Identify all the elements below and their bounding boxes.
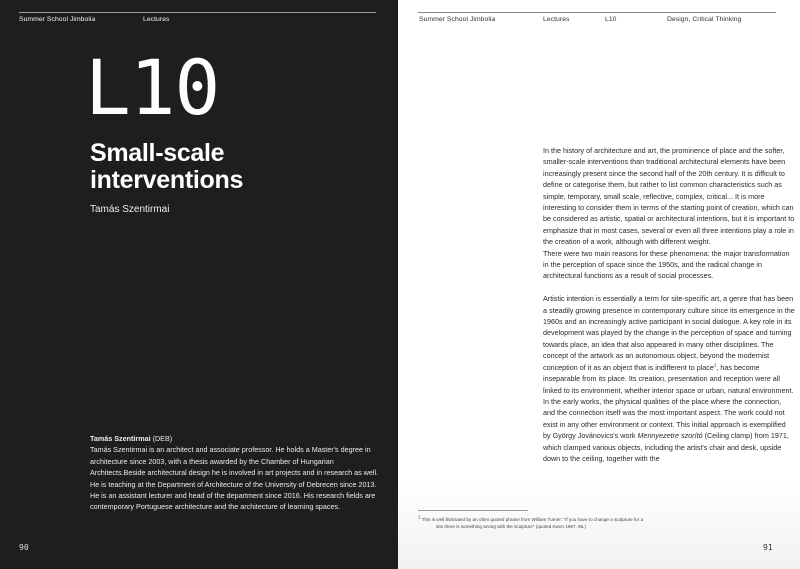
- paragraph-3-text-c: (Ceiling clamp) from 1971, which clamped various objects, including the artist's chair and desk, upside down to the ceiling, together with the: [543, 431, 789, 463]
- paragraph-3: [543, 293, 795, 464]
- page-number-left: 90: [19, 543, 29, 552]
- article-body: [543, 145, 795, 476]
- bio-text: Tamás Szentirmai is an architect and associate professor. He holds a Master's degree in architecture since 2003, with a thesis awarded by the Chamber of Hungarian Architects.Beside architectural design he is involved in art projects and in research as well. He is teaching at the Department of Architecture of the University of Debrecen since 2013. He is an assistant lecturer and head of the department since 2016. His research fields are contemporary Portuguese architecture and the architecture of learning spaces.: [90, 445, 379, 512]
- running-header-series: Summer School Jimbolia: [419, 16, 496, 23]
- footnote-reference[interactable]: 1: [713, 362, 717, 368]
- running-header-section: Lectures: [143, 16, 170, 23]
- paragraph-1: [543, 145, 795, 282]
- author-name: Tamás Szentirmai: [90, 204, 170, 215]
- lecture-title: [90, 140, 243, 194]
- paragraph-2-text: There were two main reasons for these phenomena: the major transformation in the perception of space since the 1950s, and the radical change in architectural functions as a result of social processes.: [543, 248, 790, 281]
- author-bio: [90, 433, 380, 513]
- footnote-line-2: site there is something wrong with the sculpture" (quoted Kwon 1997, 85.): [436, 524, 586, 529]
- artwork-title: Mennyezetre szorító: [637, 431, 703, 441]
- paragraph-3-text-b: , has become inseparable from its place. Its creation, presentation and reception were all linked to its environment, whether interior space or urban, natural environment. In the early works, the physical qualities of the place where the connection, and the connection itself was the most important aspect. The work could not exist in any other environment or context. This initial approach is exemplified by György Jovánovics's work: [543, 362, 794, 441]
- bio-affiliation: (DEB): [150, 434, 173, 443]
- footnote-rule: [418, 510, 528, 511]
- running-header-series: Summer School Jimbolia: [19, 16, 96, 23]
- running-header-topic: Design, Critical Thinking: [667, 16, 742, 23]
- footnote-line-1: This is well illustrated by an often quoted phrase from William Turner: "If you have to change a sculpture for a: [421, 517, 644, 522]
- right-page: [398, 0, 800, 569]
- title-line-2: interventions: [90, 166, 244, 194]
- header-rule: [418, 12, 776, 13]
- footnote: [418, 516, 748, 530]
- left-page: [0, 0, 398, 569]
- bio-name: Tamás Szentirmai: [90, 434, 151, 443]
- title-line-1: Small-scale: [90, 139, 225, 167]
- header-rule: [19, 12, 376, 13]
- paragraph-3-text-a: Artistic intention is essentially a term for site-specific art, a genre that has been a steadily growing presence in contemporary culture since its emergence in the 1960s and an increasingly active participant in social dialogue. A key role in its development was played by the change in the perception of space and turning towards place, an idea that also appeared in many other disciplines. The concept of the artwork as an autonomous object, beyond the modernist conception of it as an object that is indifferent to place: [543, 294, 795, 372]
- running-header-section: Lectures: [543, 16, 570, 23]
- running-header-code: L10: [605, 16, 617, 23]
- page-number-right: 91: [763, 543, 773, 552]
- footnote-number: 1: [418, 514, 421, 520]
- lecture-code: L10: [85, 43, 220, 132]
- paragraph-1-text: In the history of architecture and art, the prominence of place and the softer, smaller-scale interventions than traditional architectural elements have been increasingly present since the second half of the 20th century. It is difficult to define or categorise them, but rather to list common characteristics such as simple, temporary, small scale, reflective, complex, critical... It is more interesting to consider them in terms of the starting point of creation, which can be considered as artistic, spatial or architectural intentions, but it is important to emphasize that in most cases, several or even all three intentions play a role in the creation of a work, although with different weight.: [543, 146, 795, 247]
